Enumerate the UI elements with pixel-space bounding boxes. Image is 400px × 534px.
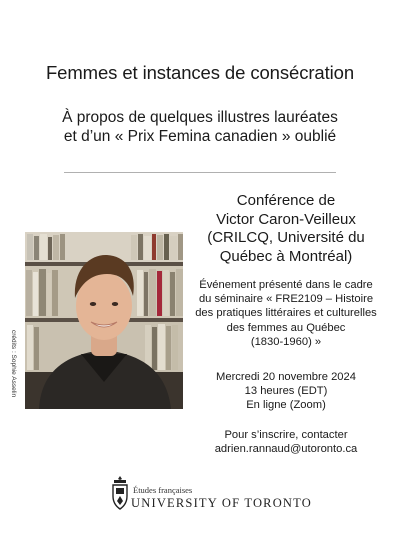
context-line: des femmes au Québec — [226, 321, 346, 334]
university-crest-icon — [110, 476, 130, 512]
context-line: (1830-1960) » — [250, 335, 322, 348]
speaker-photo — [25, 232, 183, 409]
divider — [64, 172, 336, 173]
event-location: En ligne (Zoom) — [246, 399, 326, 412]
speaker-line: Conférence de — [236, 192, 336, 209]
contact-email[interactable]: adrien.rannaud@utoronto.ca — [214, 443, 358, 456]
context-line: des pratiques littéraires et culturelles — [195, 307, 377, 320]
university-name: UNIVERSITY OF TORONTO — [131, 496, 312, 510]
context-block — [186, 278, 386, 349]
contact-line: Pour s’inscrire, contacter — [224, 429, 348, 441]
context-line: Événement présenté dans le cadre — [199, 279, 373, 291]
speaker-block — [186, 192, 386, 266]
photo-credit: crédits : Sophie Asselin — [10, 330, 17, 398]
event-time: 13 heures (EDT) — [244, 385, 328, 398]
subtitle-line: et d’un « Prix Femina canadien » oublié — [63, 128, 337, 145]
page-title: Femmes et instances de consécration — [45, 62, 355, 83]
context-line: du séminaire « FRE2109 – Histoire — [198, 293, 374, 306]
subtitle-line: À propos de quelques illustres lauréates — [62, 109, 338, 126]
speaker-line: (CRILCQ, Université du — [207, 229, 365, 246]
speaker-name: Victor Caron-Veilleux — [216, 210, 356, 228]
speaker-line: Québec à Montréal) — [219, 247, 353, 265]
unit-name: Études françaises — [133, 485, 193, 495]
subtitle — [0, 108, 400, 146]
event-date: Mercredi 20 novembre 2024 — [216, 371, 356, 383]
contact-block — [186, 428, 386, 456]
event-details — [186, 370, 386, 413]
